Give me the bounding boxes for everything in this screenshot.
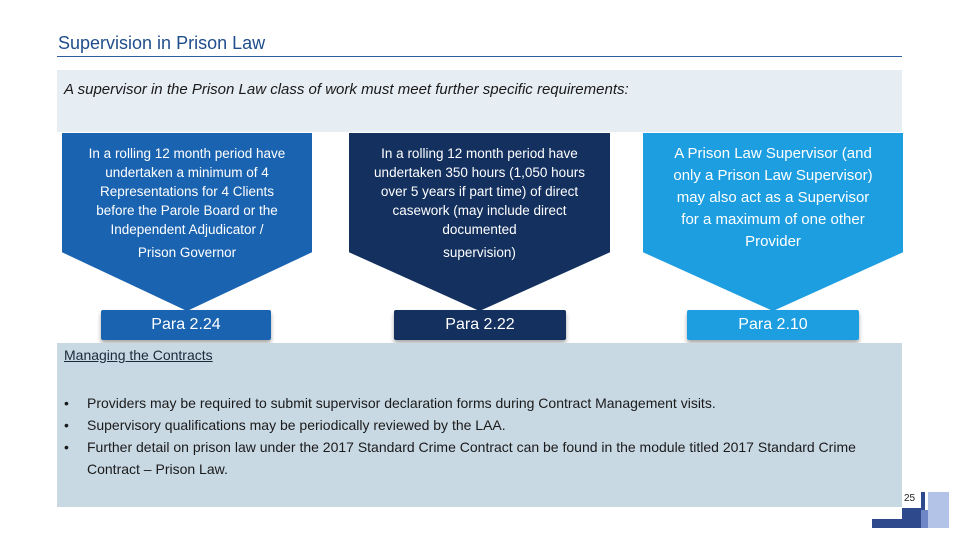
para-button-3: Para 2.10 bbox=[687, 310, 859, 340]
requirement-3-line: A Prison Law Supervisor (and bbox=[674, 145, 872, 162]
requirement-1-line: Prison Governor bbox=[137, 245, 237, 260]
requirement-2-line: documented bbox=[442, 222, 517, 237]
requirement-text-2 bbox=[349, 144, 610, 262]
requirement-2-line: In a rolling 12 month period have bbox=[381, 146, 578, 161]
requirement-text-3 bbox=[643, 143, 903, 253]
requirement-2-line: over 5 years if part time) of direct bbox=[380, 184, 579, 199]
contracts-bullet-list bbox=[64, 392, 864, 480]
requirement-1-line: Representations for 4 Clients bbox=[99, 184, 275, 199]
requirement-2-line: casework (may include direct bbox=[392, 203, 567, 218]
requirement-1-line: In a rolling 12 month period have bbox=[88, 146, 286, 161]
requirement-1-line: before the Parole Board or the bbox=[96, 203, 278, 218]
intro-band bbox=[57, 70, 902, 132]
page-number: 25 bbox=[904, 493, 916, 504]
list-item: • Providers may be required to submit supervisor declaration forms during Contract Management visits. bbox=[64, 392, 864, 414]
list-item: • Supervisory qualifications may be periodically reviewed by the LAA. bbox=[64, 414, 864, 436]
intro-text: A supervisor in the Prison Law class of work must meet further specific requirements: bbox=[64, 81, 629, 98]
requirement-3-line: Provider bbox=[745, 233, 801, 250]
para-button-1: Para 2.24 bbox=[101, 310, 271, 340]
contracts-heading: Managing the Contracts bbox=[64, 347, 213, 363]
requirement-3-line: may also act as a Supervisor bbox=[676, 189, 870, 206]
page-title: Supervision in Prison Law bbox=[58, 33, 266, 53]
requirement-text-1 bbox=[62, 144, 312, 262]
list-item: • Further detail on prison law under the 2017 Standard Crime Contract can be found in the module titled 2017 Standard Crime Contract – Prison Law. bbox=[64, 436, 864, 480]
title-rule bbox=[57, 56, 902, 57]
requirement-3-line: for a maximum of one other bbox=[681, 211, 865, 228]
requirement-2-line: undertaken 350 hours (1,050 hours bbox=[374, 165, 585, 180]
requirement-1-line: Independent Adjudicator / bbox=[110, 222, 264, 237]
requirement-2-line: supervision) bbox=[443, 245, 516, 260]
requirement-1-line: undertaken a minimum of 4 bbox=[105, 165, 269, 180]
requirement-3-line: only a Prison Law Supervisor) bbox=[673, 167, 873, 184]
para-button-2: Para 2.22 bbox=[394, 310, 566, 340]
